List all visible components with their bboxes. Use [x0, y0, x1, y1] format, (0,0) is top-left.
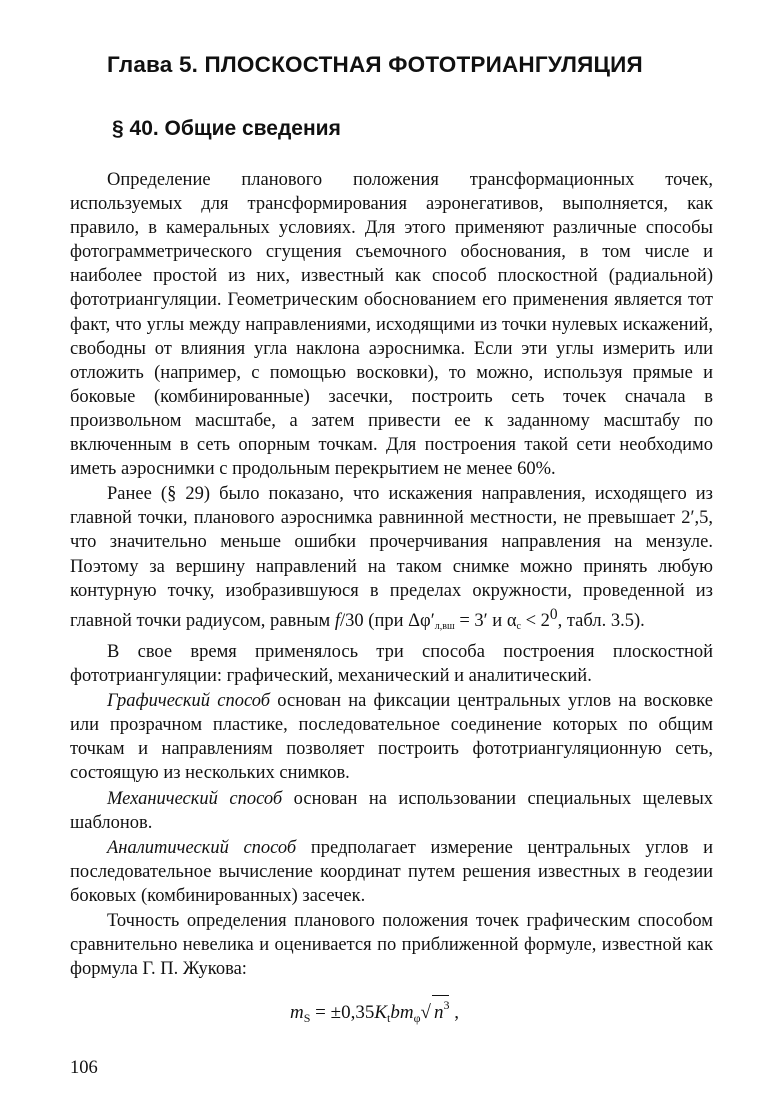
formula-lhs: m	[290, 1002, 304, 1023]
paragraph-5	[70, 787, 713, 835]
paragraph-2-div: /30 (при Δφ′	[340, 610, 435, 631]
formula-m-sub: φ	[413, 1011, 421, 1025]
paragraph-2-eq: = 3′ и α	[454, 610, 517, 631]
focal-length-symbol: f	[334, 610, 341, 631]
paragraph-4-rest: основан на фиксации центральных углов на восковке или прозрачном пластике, последовательное соединение которых по общим точкам и направлениям позволяет построить фототриангуляционную сеть, состоящую из нескольких снимков.	[70, 691, 713, 784]
formula-eq: = ±0,35	[310, 1002, 375, 1023]
zhukov-formula	[290, 995, 459, 1026]
formula-bm: bm	[390, 1002, 414, 1023]
formula-k-sub: t	[387, 1011, 391, 1025]
term-analytical: Аналитический способ	[107, 837, 297, 858]
paragraph-2	[70, 482, 713, 639]
paragraph-3: В свое время применялось три способа построения плоскостной фототриангуляции: графический, механический и аналитический.	[70, 641, 713, 687]
formula-lhs-sub: S	[303, 1011, 311, 1025]
page-number: 106	[70, 1058, 98, 1078]
paragraph-2-csub: c	[516, 620, 521, 632]
paragraph-2-lt: < 2	[520, 610, 550, 631]
paragraph-7: Точность определения планового положения точек графическим способом сравнительно невелика и оценивается по приближенной формуле, известной как формула Г. П. Жукова:	[70, 910, 713, 980]
paragraph-2-sup: 0	[549, 605, 558, 623]
chapter-title: Глава 5. ПЛОСКОСТНАЯ ФОТОТРИАНГУЛЯЦИЯ	[107, 52, 643, 77]
formula-k: K	[374, 1002, 388, 1023]
formula-tail: ,	[449, 1002, 459, 1023]
sqrt-sign-icon: √	[420, 1002, 431, 1023]
paragraph-6-rest: предполагает измерение центральных углов и последовательное вычисление координат путем решения известных в геодезии боковых (комбинированных) засечек.	[70, 837, 713, 906]
paragraph-4	[70, 689, 713, 785]
paragraph-2-end: , табл. 3.5).	[557, 610, 645, 631]
paragraph-2-text: Ранее (§ 29) было показано, что искажения направления, исходящего из главной точки, планового аэроснимка равнинной местности, не превышает 2′,5, что значительно меньше ошибки прочерчивания направления на мензуле. Поэтому за вершину направлений на таком снимке можно принять любую контурную точку, изобразившуюся в пределах окружности, проведенной из главной точки радиусом, равным	[70, 484, 713, 631]
term-graphical: Графический способ	[107, 691, 271, 712]
formula-root-sup: 3	[443, 998, 450, 1012]
formula-radicand	[432, 995, 450, 1022]
paragraph-1: Определение планового положения трансформационных точек, используемых для трансформирования аэронегативов, выполняется, как правило, в камеральных условиях. Для этого применяют различные способы фотограмметрического сгущения съемочного обоснования, в том числе и наиболее простой из них, известный как способ плоскостной (радиальной) фототриангуляции. Геометрическим обоснованием его применения является тот факт, что углы между направлениями, исходящими из точки нулевых искажений, свободны от влияния угла наклона аэроснимка. Если эти углы измерить или отложить (например, с помощью восковки), то можно, используя прямые и боковые (комбинированные) засечки, построить сеть точек сначала в произвольном масштабе, а затем привести ее к заданному масштабу по включенным в сеть опорным точкам. Для построения такой сети необходимо иметь аэроснимки с продольным перекрытием не менее 60%.	[70, 170, 713, 480]
body-text	[70, 168, 713, 981]
paragraph-5-rest: основан на использовании специальных щелевых шаблонов.	[70, 788, 713, 833]
term-mechanical: Механический способ	[107, 788, 283, 809]
paragraph-6	[70, 836, 713, 908]
section-title: § 40. Общие сведения	[112, 117, 341, 140]
paragraph-2-sub: л,вш	[434, 620, 455, 632]
formula-root: n	[433, 1002, 444, 1023]
